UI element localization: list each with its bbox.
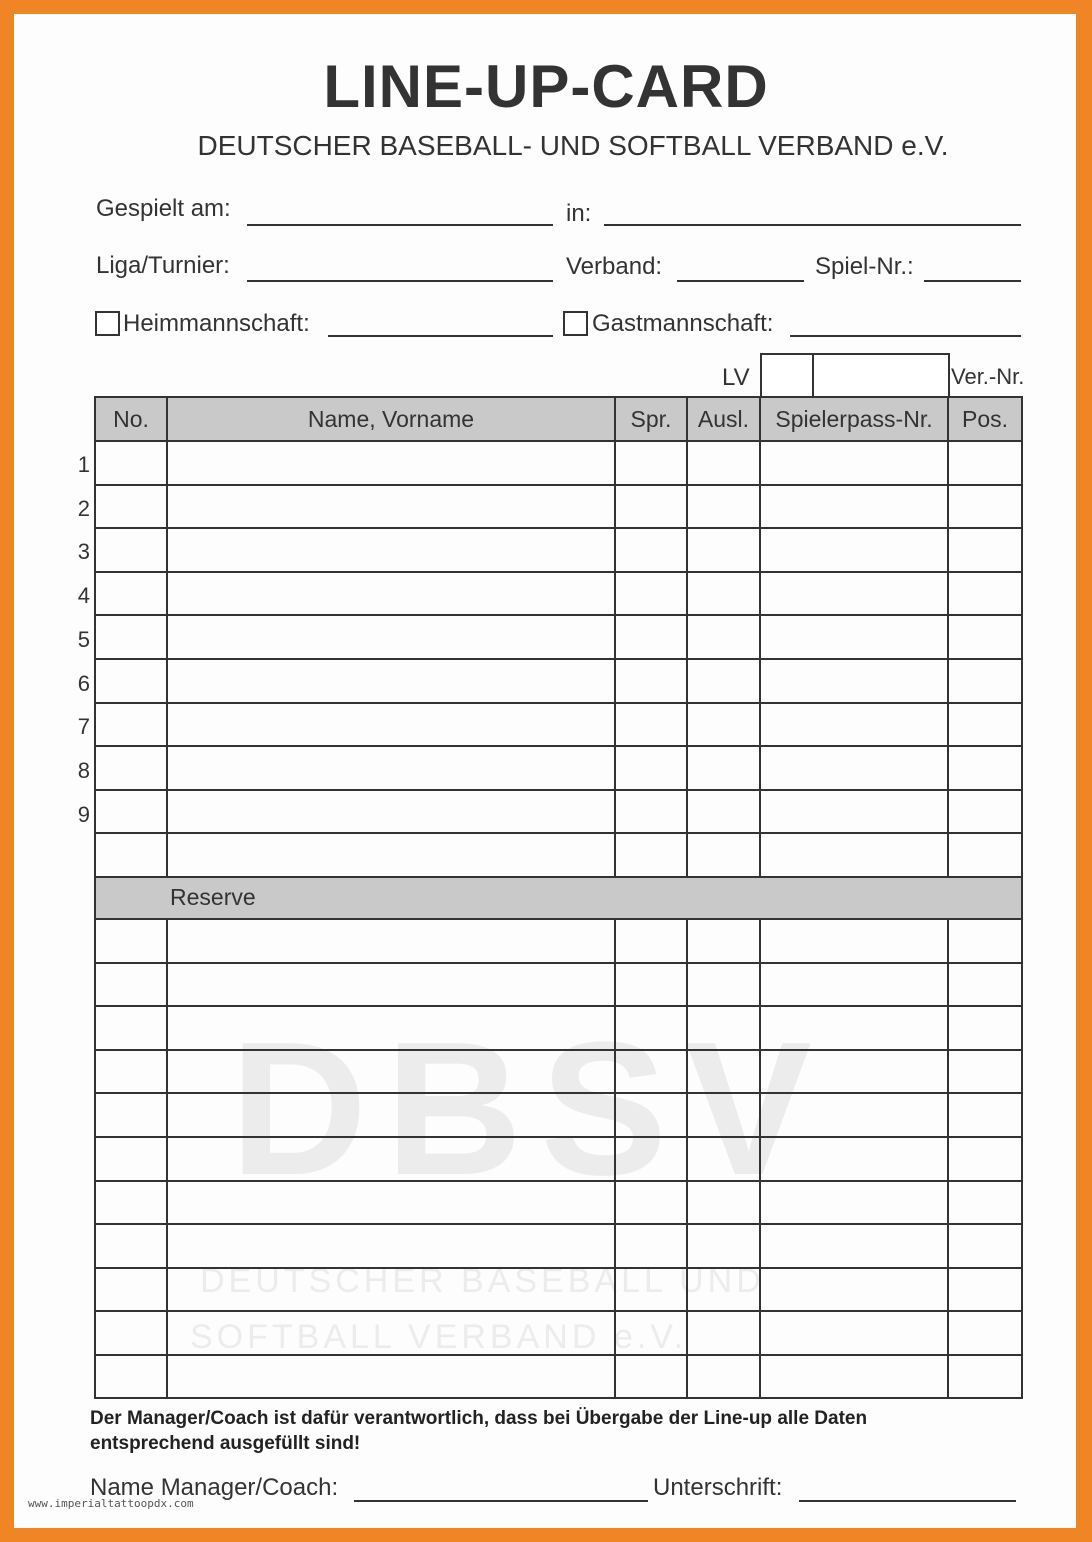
table-cell[interactable] [615,615,687,659]
table-cell[interactable] [167,1050,615,1094]
column-header-spr: Spr. [615,397,687,441]
table-cell[interactable] [95,441,167,485]
table-cell[interactable] [760,1268,948,1312]
table-row [95,1050,1022,1094]
row-number: 2 [77,496,90,521]
table-cell[interactable] [615,833,687,877]
table-cell[interactable] [95,1224,167,1268]
table-row [95,1137,1022,1181]
table-cell[interactable] [760,919,948,963]
table-row [95,615,1022,659]
table-cell[interactable] [760,485,948,529]
table-row [95,790,1022,834]
table-cell[interactable] [760,528,948,572]
table-row [95,1093,1022,1137]
table-row [95,1268,1022,1312]
table-row [95,659,1022,703]
background-logo-text-1: DEUTSCHER BASEBALL UND [200,1262,765,1300]
table-cell[interactable] [948,1224,1022,1268]
table-row [95,1006,1022,1050]
table-cell[interactable] [167,1137,615,1181]
table-cell[interactable] [95,485,167,529]
table-cell[interactable] [948,703,1022,747]
table-cell[interactable] [615,1355,687,1399]
table-cell[interactable] [760,1311,948,1355]
table-cell[interactable] [167,485,615,529]
table-row [95,528,1022,572]
table-row [95,919,1022,963]
ver-nr-box[interactable] [812,353,950,400]
table-cell[interactable] [948,746,1022,790]
row-number: 7 [77,714,90,739]
table-cell[interactable] [95,1311,167,1355]
row-number: 9 [77,802,90,827]
table-cell[interactable] [687,1181,760,1225]
table-cell[interactable] [615,1311,687,1355]
gespielt-am-label: Gespielt am: [96,195,231,222]
table-cell[interactable] [615,441,687,485]
in-field[interactable] [604,224,1021,226]
ver-nr-label: Ver.-Nr. [951,364,1025,389]
table-cell[interactable] [615,703,687,747]
row-number: 8 [77,758,90,783]
table-cell[interactable] [948,1181,1022,1225]
table-cell[interactable] [95,963,167,1007]
row-number: 4 [77,583,90,608]
table-cell[interactable] [167,615,615,659]
table-cell[interactable] [948,1050,1022,1094]
table-cell[interactable] [615,1093,687,1137]
table-row [95,746,1022,790]
table-cell[interactable] [615,963,687,1007]
table-cell[interactable] [687,746,760,790]
liga-label: Liga/Turnier: [96,252,230,279]
table-cell[interactable] [760,1355,948,1399]
table-row [95,572,1022,616]
spiel-nr-field[interactable] [924,280,1021,282]
table-cell[interactable] [95,1355,167,1399]
table-row [95,963,1022,1007]
table-cell[interactable] [687,833,760,877]
table-cell[interactable] [95,528,167,572]
page-title: LINE-UP-CARD [323,53,769,120]
table-cell[interactable] [948,963,1022,1007]
table-cell[interactable] [95,1268,167,1312]
table-cell[interactable] [760,963,948,1007]
manager-name-field[interactable] [354,1500,648,1502]
table-cell[interactable] [687,703,760,747]
page-subtitle: DEUTSCHER BASEBALL- UND SOFTBALL VERBAND e.V. [197,130,949,161]
table-cell[interactable] [167,790,615,834]
column-header-no: No. [95,397,167,441]
table-cell[interactable] [167,963,615,1007]
table-cell[interactable] [760,1006,948,1050]
table-cell[interactable] [948,919,1022,963]
table-cell[interactable] [948,1137,1022,1181]
table-cell[interactable] [95,1093,167,1137]
table-cell[interactable] [615,572,687,616]
table-cell[interactable] [687,1050,760,1094]
table-cell[interactable] [95,572,167,616]
table-cell[interactable] [615,1137,687,1181]
table-cell[interactable] [167,1006,615,1050]
lv-box[interactable] [760,353,814,400]
table-cell[interactable] [95,1137,167,1181]
table-cell[interactable] [687,659,760,703]
row-number: 1 [77,452,90,477]
table-cell[interactable] [948,790,1022,834]
signature-label: Unterschrift: [653,1474,783,1501]
liga-field[interactable] [247,280,553,282]
table-cell[interactable] [615,1050,687,1094]
table-cell[interactable] [948,1006,1022,1050]
table-row [95,1355,1022,1399]
heimmannschaft-checkbox[interactable] [95,311,120,336]
table-cell[interactable] [687,615,760,659]
table-cell[interactable] [687,485,760,529]
table-cell[interactable] [687,528,760,572]
table-cell[interactable] [687,1006,760,1050]
reserve-header-row [95,877,1022,919]
table-cell[interactable] [95,1050,167,1094]
table-cell[interactable] [167,1268,615,1312]
table-cell[interactable] [167,441,615,485]
table-cell[interactable] [167,659,615,703]
table-header-row [95,397,1022,441]
table-cell[interactable] [687,441,760,485]
verband-field[interactable] [677,280,804,282]
table-cell[interactable] [95,615,167,659]
table-cell[interactable] [687,572,760,616]
table-cell[interactable] [95,1006,167,1050]
table-cell[interactable] [167,1224,615,1268]
table-cell[interactable] [948,485,1022,529]
table-cell[interactable] [687,963,760,1007]
table-cell[interactable] [760,572,948,616]
gastmannschaft-checkbox[interactable] [563,311,588,336]
table-cell[interactable] [167,703,615,747]
table-cell[interactable] [615,485,687,529]
table-cell[interactable] [948,1093,1022,1137]
table-cell[interactable] [615,528,687,572]
table-cell[interactable] [687,1137,760,1181]
table-cell[interactable] [948,572,1022,616]
table-cell[interactable] [167,919,615,963]
table-cell[interactable] [948,1355,1022,1399]
table-cell[interactable] [948,441,1022,485]
table-cell[interactable] [948,659,1022,703]
table-cell[interactable] [615,1268,687,1312]
table-cell[interactable] [615,659,687,703]
lineup-table [94,396,1023,1399]
note-line-2: entsprechend ausgefüllt sind! [90,1433,361,1454]
table-cell[interactable] [760,659,948,703]
table-cell[interactable] [760,1181,948,1225]
table-cell[interactable] [760,1137,948,1181]
table-cell[interactable] [615,1181,687,1225]
table-row [95,1311,1022,1355]
column-header-spielerpass: Spielerpass-Nr. [760,397,948,441]
table-cell[interactable] [760,1050,948,1094]
table-cell[interactable] [615,746,687,790]
background-logo-text-2: SOFTBALL VERBAND e.V. [190,1318,688,1356]
table-cell[interactable] [760,703,948,747]
table-cell[interactable] [95,659,167,703]
table-cell[interactable] [167,572,615,616]
table-cell[interactable] [760,833,948,877]
table-cell[interactable] [615,790,687,834]
signature-field[interactable] [799,1500,1016,1502]
table-cell[interactable] [167,746,615,790]
source-watermark: www.imperialtattoopdx.com [28,1497,194,1510]
verband-label: Verband: [566,253,663,280]
table-cell[interactable] [615,1006,687,1050]
manager-label: Name Manager/Coach: [90,1474,339,1501]
table-row [95,441,1022,485]
responsibility-note [90,1406,1030,1456]
table-cell[interactable] [687,1311,760,1355]
table-cell[interactable] [760,746,948,790]
gastmannschaft-field[interactable] [790,335,1021,337]
table-cell[interactable] [687,1268,760,1312]
table-row [95,833,1022,877]
table-cell[interactable] [167,1093,615,1137]
spiel-nr-label: Spiel-Nr.: [815,253,914,280]
column-header-ausl: Ausl. [687,397,760,441]
table-row [95,1224,1022,1268]
table-row [95,485,1022,529]
table-cell[interactable] [95,1181,167,1225]
table-cell[interactable] [760,441,948,485]
table-cell[interactable] [687,1093,760,1137]
table-cell[interactable] [948,528,1022,572]
note-line-1: Der Manager/Coach ist dafür verantwortlich, dass bei Übergabe der Line-up alle Daten [90,1408,868,1429]
table-cell[interactable] [948,833,1022,877]
table-cell[interactable] [687,919,760,963]
row-number: 3 [77,539,90,564]
in-label: in: [566,200,592,227]
table-cell[interactable] [167,1181,615,1225]
table-cell[interactable] [95,703,167,747]
table-cell[interactable] [687,1224,760,1268]
table-cell[interactable] [687,1355,760,1399]
table-cell[interactable] [95,919,167,963]
table-cell[interactable] [760,790,948,834]
table-cell[interactable] [760,615,948,659]
table-cell[interactable] [167,528,615,572]
table-cell[interactable] [948,615,1022,659]
row-number: 6 [77,671,90,696]
column-header-pos: Pos. [948,397,1022,441]
heimmannschaft-field[interactable] [328,335,553,337]
table-cell[interactable] [167,1355,615,1399]
table-cell[interactable] [95,833,167,877]
table-cell[interactable] [760,1093,948,1137]
column-header-name: Name, Vorname [167,397,615,441]
table-row [95,1181,1022,1225]
table-cell[interactable] [95,746,167,790]
reserve-label: Reserve [95,877,1022,919]
table-cell[interactable] [615,1224,687,1268]
table-cell[interactable] [167,833,615,877]
heimmannschaft-label: Heimmannschaft: [123,310,310,337]
table-cell[interactable] [615,919,687,963]
gespielt-am-field[interactable] [247,224,553,226]
table-cell[interactable] [687,790,760,834]
table-cell[interactable] [760,1224,948,1268]
table-cell[interactable] [948,1268,1022,1312]
background-logo: DBSV [230,1003,830,1215]
row-number: 5 [77,627,90,652]
gastmannschaft-label: Gastmannschaft: [592,310,774,337]
table-cell[interactable] [167,1311,615,1355]
table-cell[interactable] [948,1311,1022,1355]
lv-label: LV [722,364,750,391]
table-row [95,703,1022,747]
table-cell[interactable] [95,790,167,834]
